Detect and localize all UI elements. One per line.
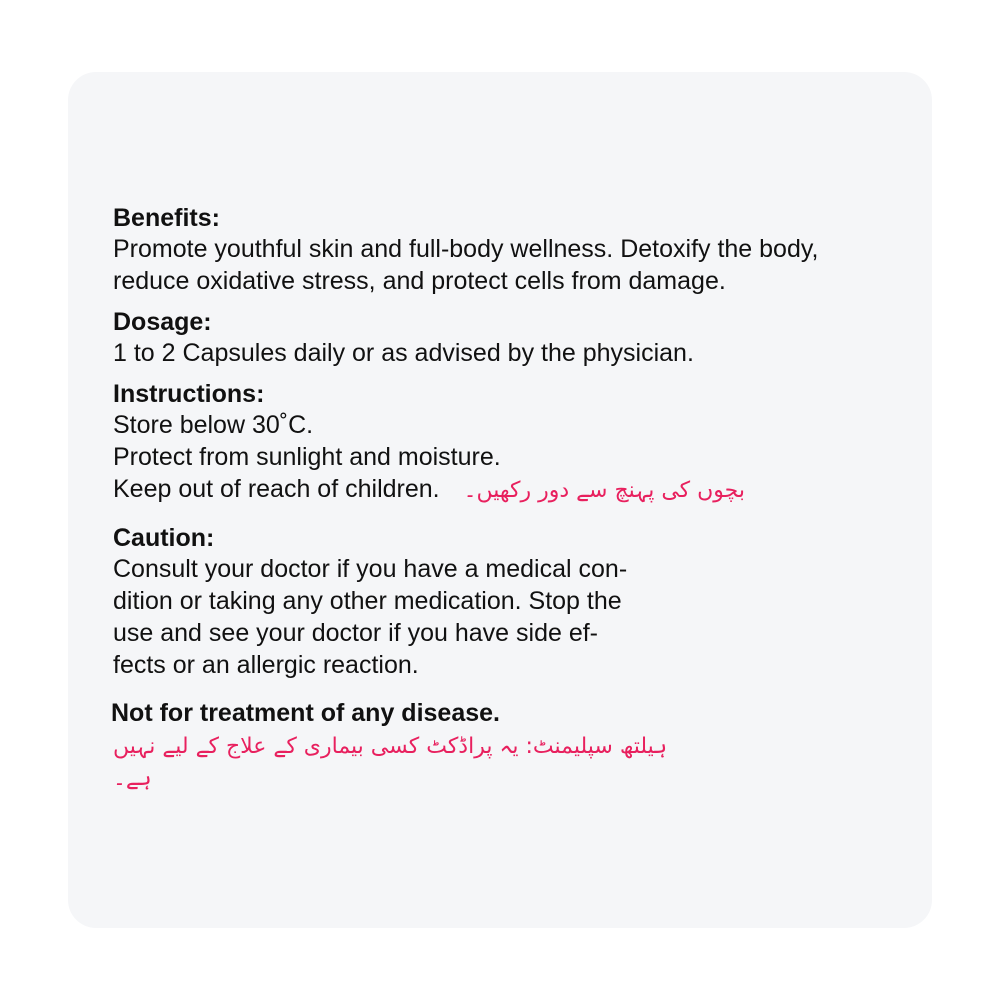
product-info bbox=[113, 203, 903, 795]
instructions-line: Store below 30˚C. bbox=[113, 411, 314, 439]
caution-line: dition or taking any other medication. Stop the bbox=[113, 587, 622, 615]
benefits-line: Promote youthful skin and full-body wellness. Detoxify the body, bbox=[113, 235, 819, 263]
caution-section bbox=[113, 523, 903, 681]
disclaimer-section bbox=[113, 697, 903, 795]
caution-line: use and see your doctor if you have side ef- bbox=[113, 619, 599, 647]
dosage-section bbox=[113, 307, 903, 369]
caution-line: fects or an allergic reaction. bbox=[113, 651, 419, 679]
dosage-line: 1 to 2 Capsules daily or as advised by the physician. bbox=[113, 339, 694, 367]
caution-line: Consult your doctor if you have a medical con- bbox=[113, 555, 628, 583]
benefits-heading: Benefits: bbox=[113, 204, 220, 232]
instructions-heading: Instructions: bbox=[113, 380, 265, 408]
disclaimer-text: Not for treatment of any disease. bbox=[111, 699, 500, 727]
instructions-line: Protect from sunlight and moisture. bbox=[113, 443, 501, 471]
urdu-keep-away-note: بچوں کی پہنچ سے دور رکھیں۔ bbox=[463, 478, 745, 503]
urdu-disclaimer: ہیلتھ سپلیمنٹ: یہ پراڈکٹ کسی بیماری کے علاج کے لیے نہیں ہے۔ bbox=[113, 734, 668, 791]
benefits-section bbox=[113, 203, 903, 297]
dosage-heading: Dosage: bbox=[113, 308, 212, 336]
instructions-line: Keep out of reach of children. bbox=[113, 475, 440, 503]
benefits-line: reduce oxidative stress, and protect cells from damage. bbox=[113, 267, 726, 295]
caution-heading: Caution: bbox=[113, 524, 215, 552]
instructions-line-with-urdu bbox=[113, 473, 903, 507]
instructions-section bbox=[113, 379, 903, 507]
